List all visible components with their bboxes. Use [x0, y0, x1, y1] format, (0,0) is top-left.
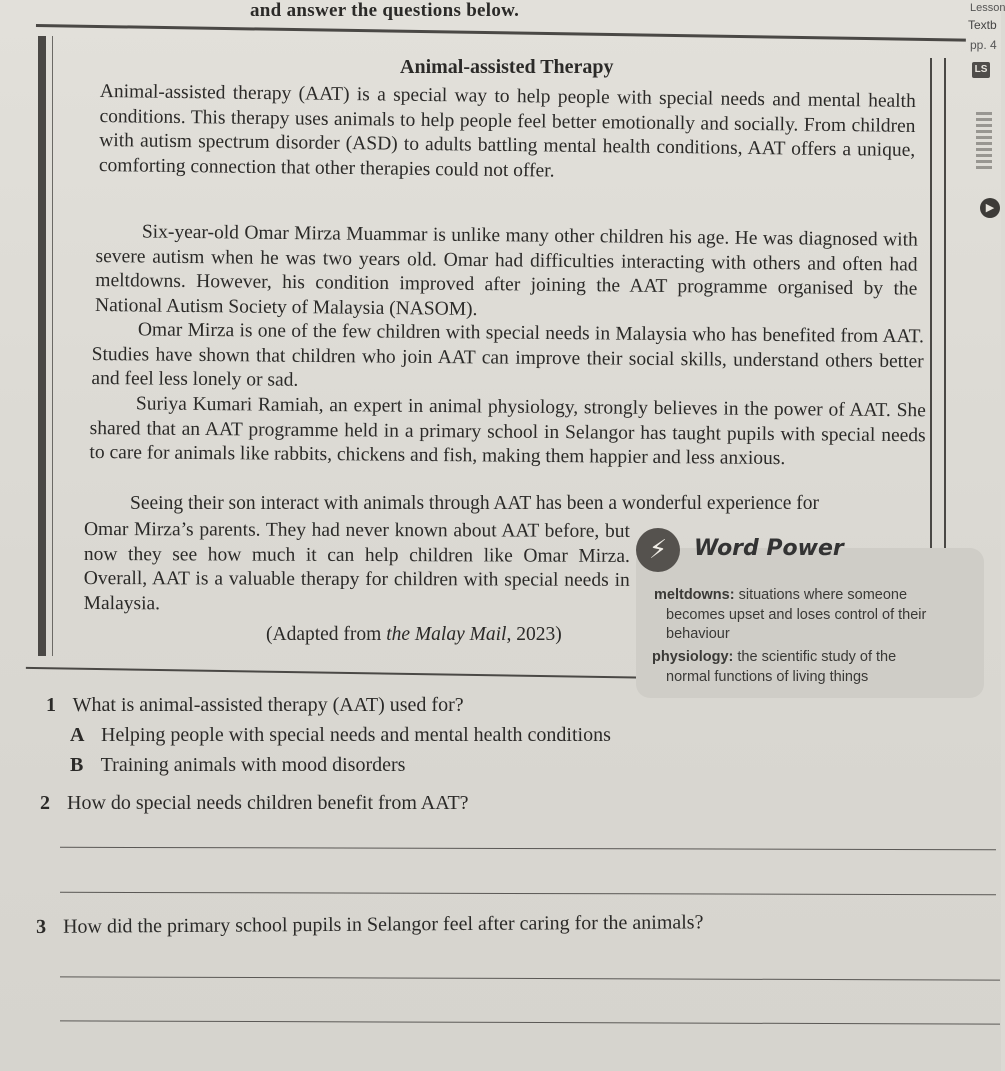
qr-code-icon	[976, 112, 992, 172]
option-a[interactable]	[70, 724, 611, 747]
option-text: Helping people with special needs and mental health conditions	[101, 724, 611, 746]
glossary-definition-cont: becomes upset and loses control of their behaviour	[666, 606, 927, 642]
article-paragraph-3	[91, 318, 924, 399]
glossary-term: meltdowns:	[654, 587, 735, 603]
glossary-definition: situations where someone	[738, 587, 908, 603]
answer-line-q3-1[interactable]	[60, 976, 1000, 980]
article-frame-left-inner	[52, 36, 79, 656]
article-paragraph-5-first-line: Seeing their son interact with animals through AAT has been a wonderful experience for	[130, 493, 819, 514]
audio-icon: ▶	[980, 198, 1000, 218]
question-text: What is animal-assisted therapy (AAT) used for?	[72, 694, 464, 716]
article-paragraph-1	[99, 80, 916, 188]
option-b[interactable]	[70, 754, 405, 777]
answer-line-q2-2[interactable]	[60, 892, 996, 895]
source-suffix: , 2023)	[506, 624, 562, 645]
paragraph-text: Omar Mirza’s parents. They had never known about AAT before, but now they see how much it can help children like Omar Mirza. Overall, AAT is a valuable therapy for children with special needs in Malaysia.	[83, 519, 630, 614]
question-2	[40, 792, 469, 815]
option-letter: A	[70, 724, 85, 746]
glossary-definition-cont: normal functions of living things	[666, 668, 869, 685]
paragraph-text: Suriya Kumari Ramiah, an expert in animal physiology, strongly believes in the power of AAT. She shared that an AAT programme held in a primary school in Selangor has taught pupils with special needs to care for animals like rabbits, chickens and fish, making them happier and less anxious.	[89, 393, 926, 470]
lightning-icon: ⚡	[636, 528, 680, 572]
article-paragraph-4	[89, 392, 926, 473]
option-letter: B	[70, 754, 84, 776]
article-source	[266, 624, 562, 646]
option-text: Training animals with mood disorders	[100, 754, 406, 776]
article-title: Animal-assisted Therapy	[400, 56, 614, 78]
glossary-term: physiology:	[652, 649, 734, 665]
question-number: 1	[46, 694, 56, 716]
article-frame-left-bar	[38, 36, 46, 656]
question-1	[46, 694, 464, 717]
word-power-title: Word Power	[694, 536, 844, 561]
question-text: How do special needs children benefit from AAT?	[67, 792, 469, 814]
question-number: 3	[36, 915, 47, 938]
glossary-definition: the scientific study of the	[737, 649, 897, 665]
answer-line-q2-1[interactable]	[60, 847, 996, 850]
source-prefix: (Adapted from	[266, 624, 387, 645]
paragraph-text: Animal-assisted therapy (AAT) is a special way to help people with special needs and mental health conditions. This therapy uses animals to help people feel better emotionally and socially. From children with autism spectrum disorder (ASD) to adults battling mental health conditions, AAT offers a unique, comforting connection that other therapies could not offer.	[98, 80, 916, 182]
glossary-entry-physiology	[652, 648, 962, 687]
paragraph-text: Six-year-old Omar Mirza Muammar is unlike many other children his age. He was diagnosed with severe autism when he was two years old. Omar had difficulties interacting with others and often had meltdowns. However, his condition improved after joining the AAT programme organised by the National Autism Society of Malaysia (NASOM).	[94, 221, 918, 320]
ls-badge: LS	[972, 62, 990, 78]
article-paragraph-2	[95, 220, 918, 327]
side-textbook-label: Textb	[968, 18, 997, 32]
article-frame-right-bar	[930, 58, 946, 598]
article-paragraph-5	[84, 518, 630, 618]
question-3	[36, 911, 704, 939]
answer-line-q3-2[interactable]	[60, 1020, 1000, 1024]
side-lesson-label: Lesson	[970, 2, 1005, 14]
side-pages-label: pp. 4	[970, 38, 997, 52]
instruction-text: and answer the questions below.	[250, 0, 520, 21]
question-text: How did the primary school pupils in Selangor feel after caring for the animals?	[62, 911, 704, 938]
question-number: 2	[40, 792, 50, 814]
glossary-entry-meltdowns	[654, 586, 964, 645]
paragraph-text: Omar Mirza is one of the few children with special needs in Malaysia who has benefited from AAT. Studies have shown that children who join AAT can improve their social skills, understand others better and feel less lonely or sad.	[91, 319, 924, 391]
source-title: the Malay Mail	[386, 624, 507, 645]
